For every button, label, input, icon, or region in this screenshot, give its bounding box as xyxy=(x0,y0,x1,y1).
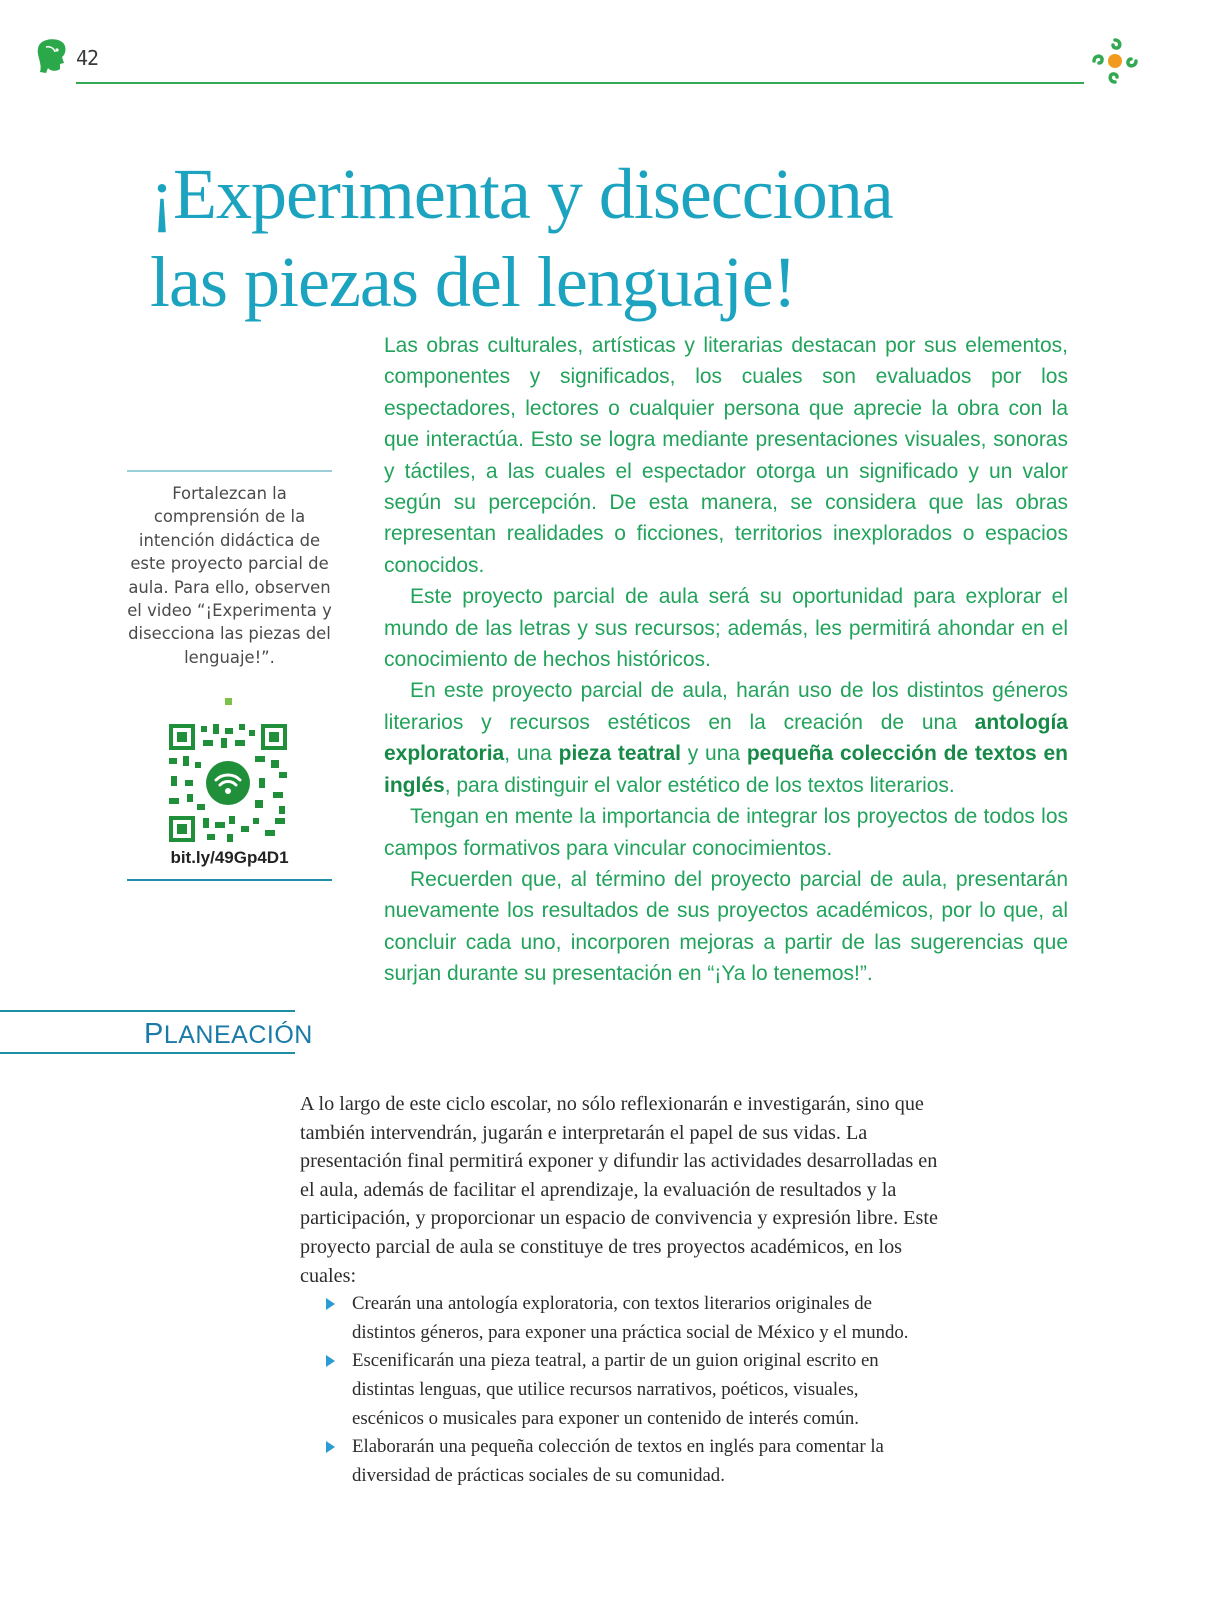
sidebar-top-rule xyxy=(127,470,332,472)
planeacion-paragraph: A lo largo de este ciclo escolar, no sólo reflexionarán e investigarán, sino que también intervendrán, jugarán e interpretarán el papel de sus vidas. La presentación final permitirá exponer y difundir las actividades desarrolladas en el aula, además de facilitar el aprendizaje, la evaluación de resultados y la participación, y proporcionar un espacio de convivencia y expresión libre. Este proyecto parcial de aula se constituye de tres proyectos académicos, en los cuales: xyxy=(300,1093,938,1287)
list-item-text: Crearán una antología exploratoria, con textos literarios originales de distintos géneros, para exponer una práctica social de México y el mundo. xyxy=(352,1293,909,1343)
list-item xyxy=(352,1290,952,1347)
intro-p3-bold-antologia: antología exploratoria xyxy=(384,710,1068,766)
intro-paragraph-4: Tengan en mente la importancia de integrar los proyectos de todos los campos formativos para vincular conocimientos. xyxy=(384,805,1068,860)
list-item-text: Escenificarán una pieza teatral, a partir de un guion original escrito en distintas lenguas, que utilice recursos narrativos, poéticos, visuales, escénicos o musicales para exponer un contenido de interés común. xyxy=(352,1350,879,1429)
intro-p3-text: En este proyecto parcial de aula, harán uso de los distintos géneros literarios y recursos estéticos en la creación de una xyxy=(384,679,1068,734)
intro-paragraph-2: Este proyecto parcial de aula será su oportunidad para explorar el mundo de las letras y sus recursos; además, les permitirá ahondar en el conocimiento de hechos históricos. xyxy=(384,585,1068,672)
intro-text xyxy=(384,330,1068,990)
sidebar-bottom-rule xyxy=(127,879,332,881)
sidebar-bullet-square xyxy=(225,698,232,705)
section-title-planeacion xyxy=(144,1018,313,1051)
qr-link[interactable]: bit.ly/49Gp4D1 xyxy=(170,848,289,867)
section-title-initial: P xyxy=(144,1018,164,1050)
arrow-bullet-icon xyxy=(326,1441,335,1453)
section-top-rule xyxy=(0,1010,295,1012)
intro-paragraph-5: Recuerden que, al término del proyecto parcial de aula, presentarán nuevamente los resultados de sus proyectos académicos, por lo que, al concluir cada uno, incorporen mejoras a partir de las sugerencias que surjan durante su presentación en “¡Ya lo tenemos!”. xyxy=(384,867,1068,986)
sidebar-text: Fortalezcan la comprensión de la intención didáctica de este proyecto parcial de aula. Para ello, observen el video “¡Experimenta y disecciona las piezas del lenguaje!”. xyxy=(127,484,332,667)
title-line-1: ¡Experimenta y disecciona xyxy=(150,154,893,234)
arrow-bullet-icon xyxy=(326,1298,335,1310)
intro-p3-text: , para distinguir el valor estético de los textos literarios. xyxy=(444,773,955,797)
qr-code-icon[interactable] xyxy=(167,722,289,844)
orange-flower-icon xyxy=(1088,34,1142,88)
page-title xyxy=(150,150,1050,326)
intro-p3-text: y una xyxy=(680,742,747,766)
intro-paragraph-1: Las obras culturales, artísticas y literarias destacan por sus elementos, componentes y significados, los cuales son evaluados por los espectadores, lectores o cualquier persona que aprecie la obra con la que interactúa. Esto se logra mediante presentaciones visuales, sonoras y táctiles, a las cuales el espectador otorga un significado y un valor según su percepción. De esta manera, se considera que las obras representan realidades o ficciones, territorios inexplorados o espacios conocidos. xyxy=(384,334,1068,577)
intro-paragraph-3 xyxy=(384,675,1068,801)
section-title-rest: LANEACIÓN xyxy=(163,1021,313,1049)
project-list xyxy=(300,1290,952,1490)
planeacion-body xyxy=(300,1090,952,1490)
list-item xyxy=(352,1433,952,1490)
arrow-bullet-icon xyxy=(326,1355,335,1367)
page-number: 42 xyxy=(76,46,99,70)
title-line-2: las piezas del lenguaje! xyxy=(150,242,796,322)
section-bottom-rule xyxy=(0,1052,295,1054)
intro-p3-bold-pieza: pieza teatral xyxy=(558,742,681,766)
header-rule xyxy=(76,82,1084,84)
intro-p3-text: , una xyxy=(504,742,559,766)
green-head-icon xyxy=(36,38,68,74)
list-item xyxy=(352,1347,952,1433)
intro-p3-bold-coleccion: pequeña colección de textos en inglés xyxy=(384,742,1068,797)
list-item-text: Elaborarán una pequeña colección de textos en inglés para comentar la diversidad de prácticas sociales de su comunidad. xyxy=(352,1436,884,1486)
